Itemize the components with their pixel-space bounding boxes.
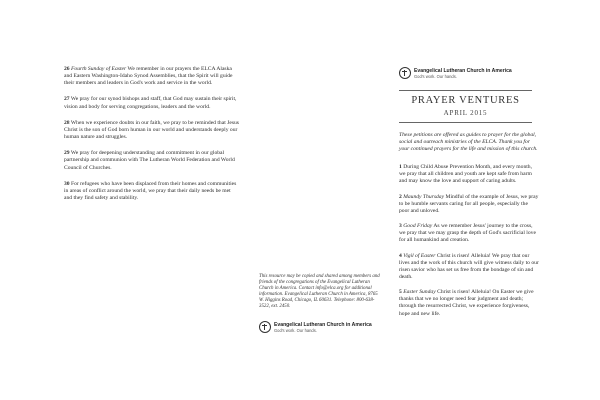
entry-label: Good Friday — [403, 223, 433, 230]
entry-text: We remember in our prayers the ELCA Alaska and Eastern Washington-Idaho Synod Assemblies, that the Spirit will guide their members and leaders in God's work and service in the world. — [64, 66, 233, 87]
entry-number: 5 — [399, 289, 402, 296]
title-rule-bottom — [399, 122, 532, 123]
entry-number: 4 — [399, 252, 402, 259]
prayer-list-right — [399, 132, 539, 326]
entry-number: 26 — [64, 66, 70, 72]
prayer-entry — [64, 96, 240, 110]
entry-number: 28 — [64, 119, 70, 126]
entry-number: 3 — [399, 223, 402, 230]
entry-text: Christ is risen! Alleluia! On Easter we give thanks that we no longer need fear judgment and death; through the resurrected Christ, we experience forgiveness, hope and new life. — [399, 289, 534, 317]
prayer-entry — [399, 253, 539, 281]
entry-text: As we remember Jesus' journey to the cross, we pray that we may grasp the depth of God's sacrificial love for all humankind and creation. — [399, 223, 536, 244]
entry-text: When we experience doubts in our faith, we pray to be reminded that Jesus Christ is the son of God born human in our world and understands deeply our human nature and struggles. — [64, 119, 239, 141]
logo-name: Evangelical Lutheran Church in America — [414, 67, 512, 74]
cross-circle-icon — [399, 67, 411, 79]
entry-text: We pray for deepening understanding and commitment in our global partnership and communion with The Lutheran World Federation and World Council of Churches. — [64, 150, 235, 171]
logo-name: Evangelical Lutheran Church in America — [274, 321, 372, 328]
entry-number: 1 — [399, 164, 402, 171]
elca-logo-footer — [259, 321, 372, 333]
prayer-list-left — [64, 66, 240, 211]
entry-text: During Child Abuse Prevention Month, and every month, we pray that all children and youth are kept safe from harm and may know the love and support of caring adults. — [399, 164, 533, 185]
entry-label: Maundy Thursday — [403, 193, 445, 200]
entry-text: Christ is risen! Alleluia! We pray that our lives and the work of this church will give witness daily to our risen savior who has set us free from the bondage of sin and death. — [399, 252, 539, 280]
logo-tagline: God's work. Our hands. — [414, 73, 457, 79]
prayer-entry — [64, 150, 240, 171]
entry-number: 2 — [399, 193, 402, 200]
prayer-entry — [399, 194, 539, 215]
entry-text: We pray for our synod bishops and staff, that God may sustain their spirit, vision and body for serving congregations, leaders and the world. — [64, 96, 237, 110]
entry-text: Mindful of the example of Jesus, we pray to be humble servants caring for all people, especially the poor and unloved. — [399, 193, 539, 214]
cross-circle-icon — [259, 321, 271, 333]
elca-logo-header — [399, 67, 512, 79]
entry-number: 30 — [64, 180, 70, 187]
prayer-entry — [64, 120, 240, 141]
entry-label: Fourth Sunday of Easter — [71, 66, 127, 72]
prayer-entry — [399, 289, 539, 317]
intro-text: These petitions are offered as guides to prayer for the global, social and outreach ministries of the ELCA. Thank you for your continued prayers for the life and mission of this church. — [399, 132, 538, 153]
entry-label: Vigil of Easter — [403, 252, 436, 259]
entry-label: Easter Sunday — [403, 289, 436, 296]
prayer-entry — [64, 66, 240, 87]
page-subtitle: APRIL 2015 — [443, 109, 488, 117]
entry-number: 27 — [64, 96, 70, 103]
entry-text: For refugees who have been displaced from their homes and communities in areas of conflict around the world, we pray that their daily needs be met and they find safety and stability. — [64, 180, 237, 201]
logo-tagline: God's work. Our hands. — [274, 327, 317, 333]
prayer-entry — [64, 181, 240, 202]
copyright-notice: This resource may be copied and shared among members and friends of the congregations of the Evangelical Lutheran Church in America. Contact info@elca.org for additional information. Evangelical Lutheran Church in America, 8765 W. Higgins Road, Chicago, IL 60631. Telephone: 800-638-3522, ext. 2450. — [259, 274, 380, 309]
prayer-entry — [399, 223, 539, 244]
page-title: PRAYER VENTURES — [411, 95, 520, 106]
entry-number: 29 — [64, 150, 70, 157]
title-rule-top — [399, 90, 532, 91]
prayer-entry — [399, 164, 539, 185]
